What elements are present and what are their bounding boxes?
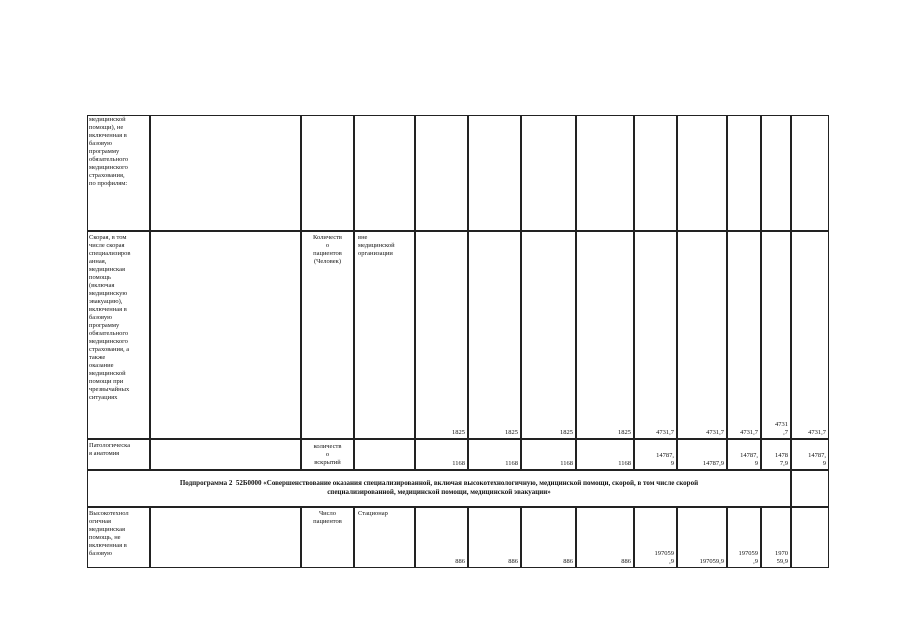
r3-v9-cell: [791, 439, 829, 470]
r3-v6-cell: [677, 439, 727, 470]
r1-c13: [791, 115, 829, 231]
r3-v5: 14787, 9: [656, 452, 674, 467]
r3-v2: 1168: [505, 460, 518, 467]
r4-name: Высокотехнол огичная медицинская помощь, не включенная в базовую: [89, 510, 129, 557]
r4-v7: 197059 ,9: [738, 550, 758, 565]
r3-v4: 1168: [618, 460, 631, 467]
r2-v3-cell: [521, 231, 576, 439]
subprogram-title: Подпрограмма 2 52Б0000 «Совершенствование оказания специализированной, включая высокотехнологичную, медицинской помощи, скорой, в том числе скорой специализированной, медицинской помощи, медицинской эвакуации»: [179, 479, 699, 496]
r3-v8: 1478 7,9: [775, 452, 788, 467]
r2-v8-cell: [761, 231, 791, 439]
r4-v3: 886: [563, 558, 573, 565]
r4-v8: 1970 59,9: [775, 550, 788, 565]
r2-v4: 1825: [618, 429, 631, 436]
r4-v4-cell: [576, 507, 634, 568]
r3-v9: 14787, 9: [808, 452, 826, 467]
r2-condition-cell: [354, 231, 415, 439]
r4-condition-cell: [354, 507, 415, 568]
r3-v3-cell: [521, 439, 576, 470]
r2-v1-cell: [415, 231, 468, 439]
r1-c2: [150, 115, 301, 231]
subprogram-heading-cell: [87, 470, 791, 507]
r4-v2: 886: [508, 558, 518, 565]
r2-indicator: Количеств о пациентов (Человек): [312, 234, 342, 265]
r2-v7-cell: [727, 231, 761, 439]
r1-c6: [468, 115, 521, 231]
r4-c2: [150, 507, 301, 568]
r4-v4: 886: [621, 558, 631, 565]
r4-v1-cell: [415, 507, 468, 568]
r3-v6: 14787,9: [702, 460, 724, 467]
r3-name-cell: [87, 439, 150, 470]
r2-c2: [150, 231, 301, 439]
r3-indicator: количеств о вскрытий: [313, 443, 342, 466]
r3-v8-cell: [761, 439, 791, 470]
r3-name: Патологическа я анатомия: [89, 442, 131, 457]
r4-v7-cell: [727, 507, 761, 568]
subprogram-last-cell: [791, 470, 829, 507]
r3-v1-cell: [415, 439, 468, 470]
r3-v4-cell: [576, 439, 634, 470]
r3-v2-cell: [468, 439, 521, 470]
r3-indicator-cell: [301, 439, 354, 470]
r4-name-cell: [87, 507, 150, 568]
r2-v4-cell: [576, 231, 634, 439]
r3-v5-cell: [634, 439, 677, 470]
r1-c4: [354, 115, 415, 231]
r2-v6-cell: [677, 231, 727, 439]
r2-name: Скорая, в том числе скорая специализиров анная, медицинская помощь (включая медицинскую эвакуацию), включенная в базовую программу обязательного медицинского страхования, а также оказание медицинской помощи при чрезвычайных ситуациях: [89, 234, 131, 401]
r2-v6: 4731,7: [706, 429, 724, 436]
r2-v9: 4731,7: [808, 429, 826, 436]
r1-c9: [634, 115, 677, 231]
r1-name-cell: [87, 115, 150, 231]
r1-name: медицинской помощи), не включенная в базовую программу обязательного медицинского страхования, по профилям:: [89, 116, 129, 187]
r3-v7: 14787, 9: [740, 452, 758, 467]
r2-v3: 1825: [560, 429, 573, 436]
r4-v2-cell: [468, 507, 521, 568]
r3-v1: 1168: [452, 460, 465, 467]
r2-condition: вне медицинской организации: [358, 234, 395, 257]
r3-v3: 1168: [560, 460, 573, 467]
r1-c12: [761, 115, 791, 231]
r3-c2: [150, 439, 301, 470]
r4-indicator: Число пациентов: [313, 510, 342, 525]
r4-v1: 886: [455, 558, 465, 565]
r1-c5: [415, 115, 468, 231]
r3-v7-cell: [727, 439, 761, 470]
r4-condition: Стационар: [358, 510, 388, 517]
r4-v6-cell: [677, 507, 727, 568]
r4-indicator-cell: [301, 507, 354, 568]
r4-v3-cell: [521, 507, 576, 568]
r4-v6: 197059,9: [699, 558, 724, 565]
r1-c8: [576, 115, 634, 231]
r2-v1: 1825: [452, 429, 465, 436]
r2-v5: 4731,7: [656, 429, 674, 436]
r2-v9-cell: [791, 231, 829, 439]
r2-v2-cell: [468, 231, 521, 439]
r2-indicator-cell: [301, 231, 354, 439]
r2-v2: 1825: [505, 429, 518, 436]
r1-c10: [677, 115, 727, 231]
r1-c11: [727, 115, 761, 231]
r4-c13: [791, 507, 829, 568]
r2-v7: 4731,7: [740, 429, 758, 436]
r3-c4: [354, 439, 415, 470]
r4-v5: 197059 ,9: [654, 550, 674, 565]
r1-c3: [301, 115, 354, 231]
r2-v5-cell: [634, 231, 677, 439]
r4-v8-cell: [761, 507, 791, 568]
r4-v5-cell: [634, 507, 677, 568]
r1-c7: [521, 115, 576, 231]
r2-name-cell: [87, 231, 150, 439]
r2-v8: 4731 ,7: [775, 421, 788, 436]
